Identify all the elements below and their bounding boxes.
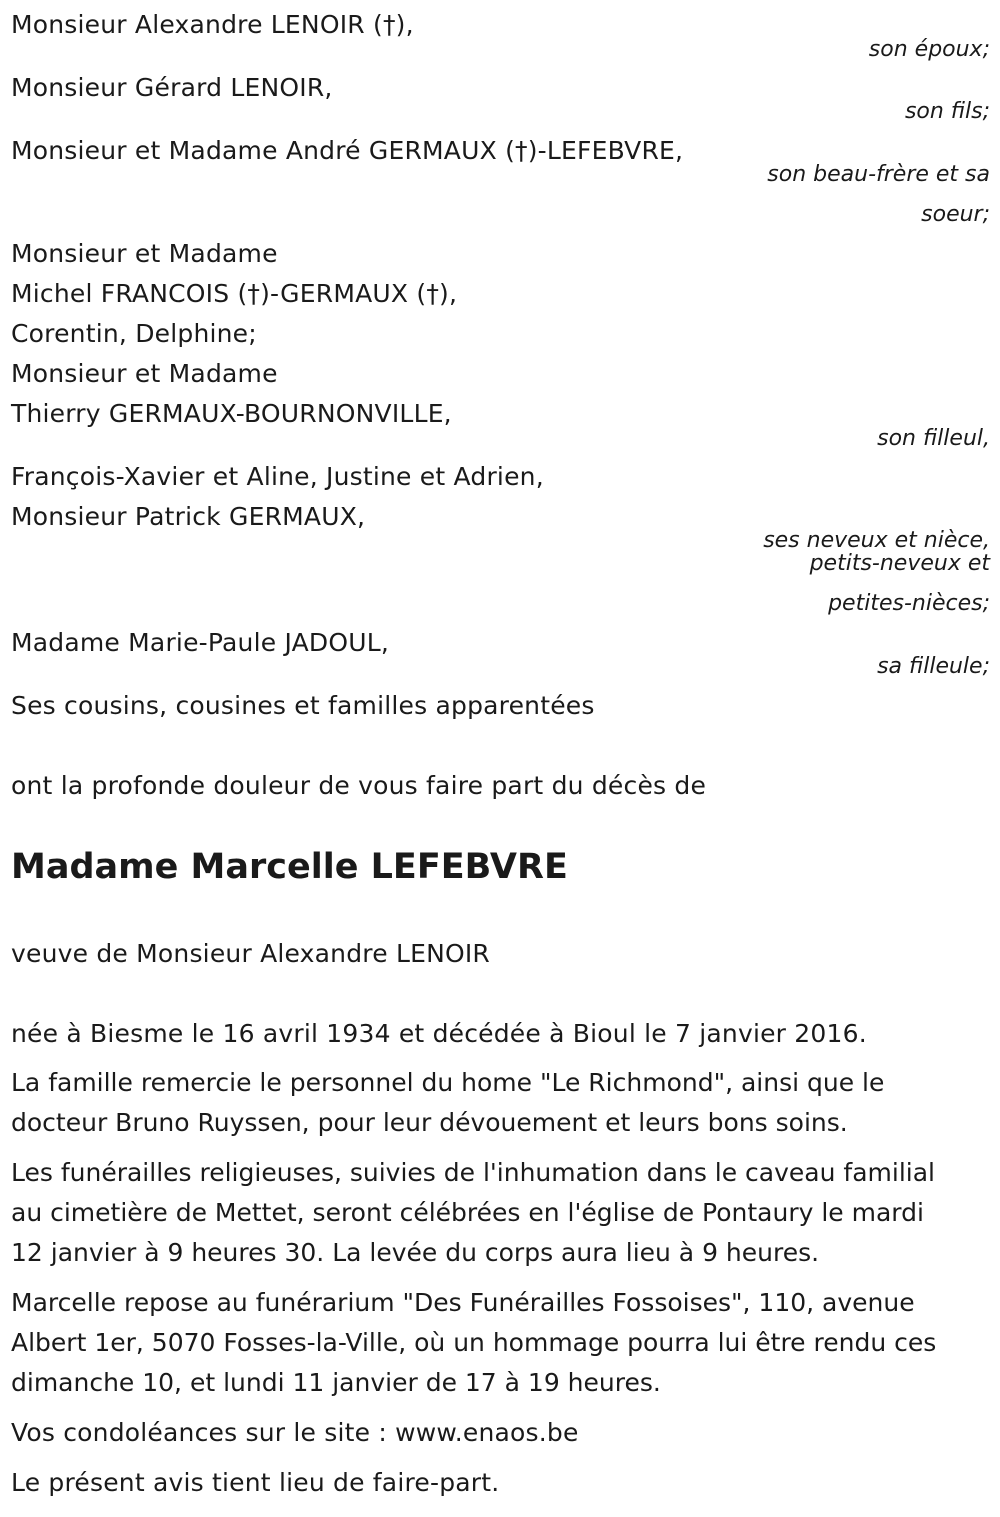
relation-grandnephews: petits-neveux et <box>809 551 990 576</box>
relation-son: son fils; <box>904 99 990 124</box>
funeral-line: au cimetière de Mettet, seront célébrées en l'église de Pontaury le mardi <box>11 1198 924 1227</box>
funeral-line: Les funérailles religieuses, suivies de l'inhumation dans le caveau familial <box>11 1158 935 1187</box>
deceased-name: Madame Marcelle LEFEBVRE <box>11 847 568 887</box>
relation-grandnieces: petites-nièces; <box>828 591 990 616</box>
relation-sister: soeur; <box>921 202 990 227</box>
family-line-thierry: Thierry GERMAUX-BOURNONVILLE, <box>11 399 452 428</box>
relation-sibling-in-law: son beau-frère et sa <box>767 162 990 187</box>
birth-death-info: née à Biesme le 16 avril 1934 et décédée à Bioul le 7 janvier 2016. <box>11 1019 867 1048</box>
relation-godson: son filleul, <box>877 426 990 451</box>
family-line-jadoul: Madame Marie-Paule JADOUL, <box>11 628 390 657</box>
visitation-line: dimanche 10, et lundi 11 janvier de 17 à 19 heures. <box>11 1368 661 1397</box>
visitation-paragraph <box>11 1283 991 1403</box>
visitation-line: Marcelle repose au funérarium "Des Funérailles Fossoises", 110, avenue <box>11 1288 915 1317</box>
relation-goddaughter: sa filleule; <box>877 654 990 679</box>
family-line-alexandre: Monsieur Alexandre LENOIR (†), <box>11 10 414 39</box>
thanks-line: La famille remercie le personnel du home "Le Richmond", ainsi que le <box>11 1068 885 1097</box>
family-line-couple-1: Monsieur et Madame <box>11 239 278 268</box>
family-line-germaux-lefebvre: Monsieur et Madame André GERMAUX (†)-LEFEBVRE, <box>11 136 684 165</box>
widow-of: veuve de Monsieur Alexandre LENOIR <box>11 939 490 968</box>
family-line-cousins: Ses cousins, cousines et familles apparentées <box>11 691 595 720</box>
visitation-line: Albert 1er, 5070 Fosses-la-Ville, où un hommage pourra lui être rendu ces <box>11 1328 937 1357</box>
family-line-corentin-delphine: Corentin, Delphine; <box>11 319 257 348</box>
relation-nephews: ses neveux et nièce, <box>763 528 990 553</box>
thanks-line: docteur Bruno Ruyssen, pour leur dévouement et leurs bons soins. <box>11 1108 848 1137</box>
family-line-patrick: Monsieur Patrick GERMAUX, <box>11 502 366 531</box>
funeral-paragraph <box>11 1153 991 1273</box>
relation-spouse: son époux; <box>868 37 990 62</box>
family-line-grandchildren: François-Xavier et Aline, Justine et Adrien, <box>11 462 544 491</box>
family-line-couple-2: Monsieur et Madame <box>11 359 278 388</box>
funeral-line: 12 janvier à 9 heures 30. La levée du corps aura lieu à 9 heures. <box>11 1238 820 1267</box>
closing-text: Le présent avis tient lieu de faire-part. <box>11 1468 500 1497</box>
condolences-text: Vos condoléances sur le site : www.enaos.be <box>11 1418 579 1447</box>
family-line-gerard: Monsieur Gérard LENOIR, <box>11 73 333 102</box>
announcement-text: ont la profonde douleur de vous faire part du décès de <box>11 771 707 800</box>
family-line-francois-germaux: Michel FRANCOIS (†)-GERMAUX (†), <box>11 279 458 308</box>
thanks-paragraph <box>11 1063 991 1143</box>
